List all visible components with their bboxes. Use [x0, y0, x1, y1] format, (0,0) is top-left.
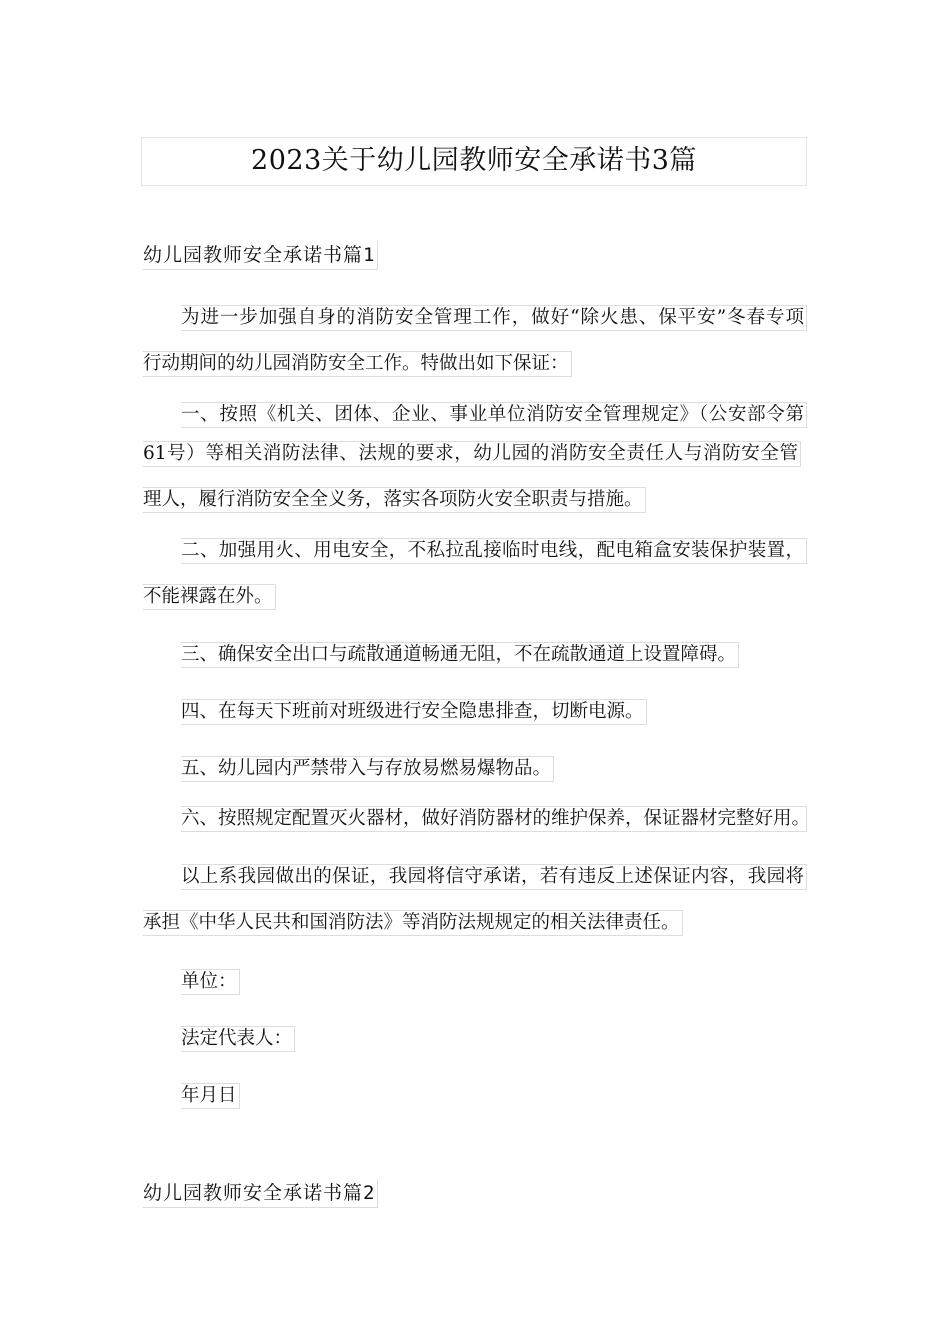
paragraph-line-text: 一、按照《机关、团体、企业、事业单位消防安全管理规定》（公安部令第 — [181, 402, 807, 428]
paragraph-line — [143, 962, 807, 1001]
paragraph-line-text: 不能裸露在外。 — [143, 584, 276, 610]
paragraph-line — [143, 344, 807, 383]
paragraph-item-4 — [143, 692, 807, 731]
representative-label: 法定代表人： — [181, 1026, 295, 1052]
section-heading-2: 幼儿园教师安全承诺书篇2 — [143, 1179, 378, 1208]
section-heading-1: 幼儿园教师安全承诺书篇1 — [143, 241, 378, 270]
paragraph-line — [143, 806, 811, 845]
signature-date — [143, 1076, 807, 1115]
paragraph-line — [143, 577, 807, 616]
paragraph-line — [143, 692, 807, 731]
paragraph-intro — [143, 305, 807, 383]
paragraph-item-1 — [143, 402, 807, 519]
unit-label: 单位： — [181, 969, 240, 995]
paragraph-line-text: 理人，履行消防安全全义务，落实各项防火安全职责与措施。 — [143, 487, 646, 513]
paragraph-line-text: 五、幼儿园内严禁带入与存放易燃易爆物品。 — [181, 756, 554, 782]
paragraph-item-3 — [143, 635, 807, 674]
paragraph-line — [143, 441, 807, 480]
paragraph-line — [143, 903, 807, 942]
paragraph-line — [143, 635, 807, 674]
paragraph-line — [143, 305, 807, 344]
paragraph-line — [143, 480, 807, 519]
date-label: 年月日 — [181, 1083, 240, 1109]
paragraph-item-5 — [143, 749, 807, 788]
paragraph-line — [143, 1019, 807, 1058]
paragraph-line — [143, 749, 807, 788]
paragraph-line-text: 61号）等相关消防法律、法规的要求，幼儿园的消防安全责任人与消防安全管 — [143, 441, 801, 467]
paragraph-line-text: 四、在每天下班前对班级进行安全隐患排查，切断电源。 — [181, 699, 647, 725]
paragraph-line-text: 三、确保安全出口与疏散通道畅通无阻，不在疏散通道上设置障碍。 — [181, 642, 739, 668]
document-title: 2023关于幼儿园教师安全承诺书3篇 — [141, 137, 807, 186]
paragraph-item-6 — [143, 806, 811, 845]
paragraph-line-text: 为进一步加强自身的消防安全管理工作，做好“除火患、保平安”冬春专项 — [181, 305, 807, 331]
paragraph-line — [143, 538, 807, 577]
paragraph-conclusion — [143, 864, 807, 942]
signature-unit — [143, 962, 807, 1001]
paragraph-line-text: 六、按照规定配置灭火器材，做好消防器材的维护保养，保证器材完整好用。 — [181, 806, 807, 832]
paragraph-line — [143, 864, 807, 903]
paragraph-line-text: 二、加强用火、用电安全，不私拉乱接临时电线，配电箱盒安装保护装置， — [181, 538, 807, 564]
paragraph-line — [143, 402, 807, 441]
paragraph-line — [143, 1076, 807, 1115]
paragraph-item-2 — [143, 538, 807, 616]
paragraph-line-text: 行动期间的幼儿园消防安全工作。特做出如下保证： — [143, 351, 572, 377]
paragraph-line-text: 承担《中华人民共和国消防法》等消防法规规定的相关法律责任。 — [143, 910, 683, 936]
paragraph-line-text: 以上系我园做出的保证，我园将信守承诺，若有违反上述保证内容，我园将 — [181, 864, 807, 890]
signature-representative — [143, 1019, 807, 1058]
